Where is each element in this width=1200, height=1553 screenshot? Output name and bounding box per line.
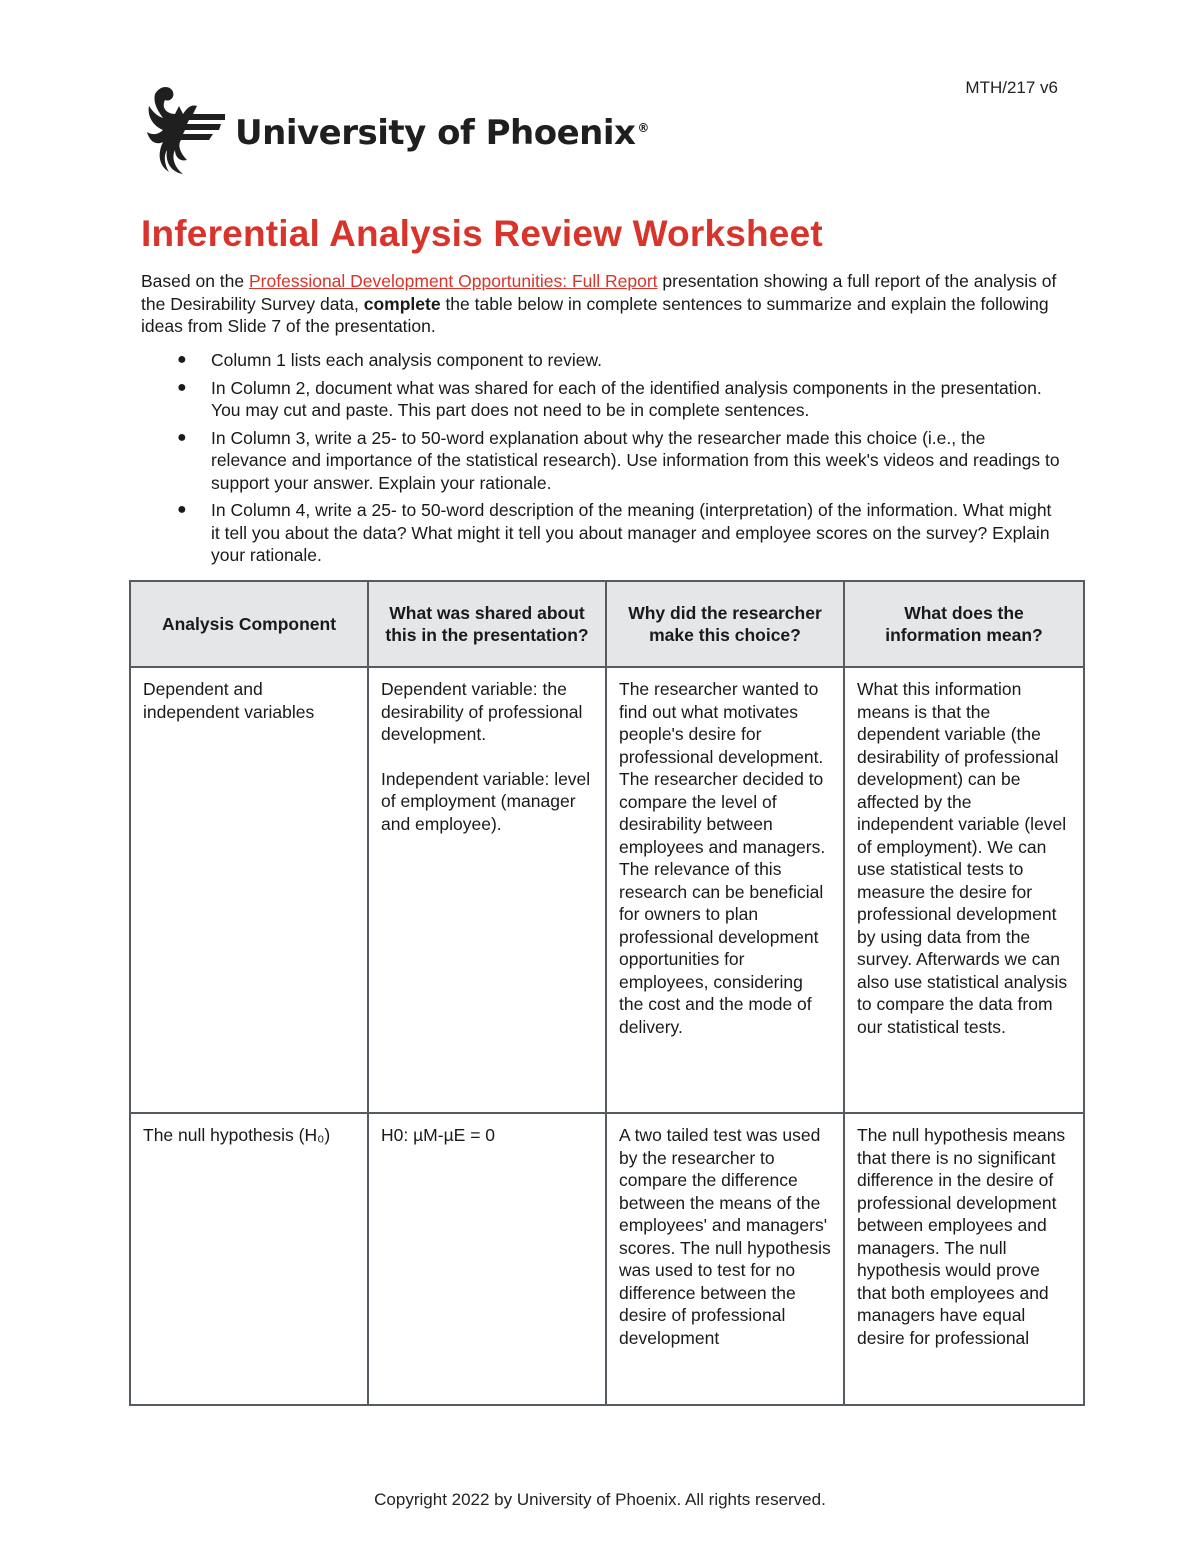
list-item: ● In Column 2, document what was shared for each of the identified analysis components in the presentation. You may cut and paste. This part does not need to be in complete sentences. [177,377,1042,420]
list-item: ● In Column 4, write a 25- to 50-word description of the meaning (interpretation) of the information. What might it tell you about the data? What might it tell you about manager and employee scores on the survey? Explain your rationale. [177,500,1052,565]
review-table [129,580,1085,1406]
header-what-it-means: What does the information mean? [844,581,1084,667]
phoenix-bird-icon [141,84,227,176]
header-why-choice: Why did the researcher make this choice? [606,581,844,667]
page-title: Inferential Analysis Review Worksheet [141,213,823,254]
intro-suffix: the table below in complete sentences to summarize and explain the following ideas from Slide 7 of the presentation. [141,293,1049,336]
list-item: ● In Column 3, write a 25- to 50-word explanation about why the researcher made this choice (i.e., the relevance and importance of the statistical research). Use information from this week's videos and readings to support your answer. Explain your rationale. [177,427,1060,493]
cell-why[interactable]: The researcher wanted to find out what motivates people's desire for professional development. The researcher decided to compare the level of desirability between employees and managers. The relevance of this research can be beneficial for owners to plan professional development opportunities for employees, considering the cost and the mode of delivery. [606,667,844,1113]
cell-meaning[interactable]: What this information means is that the dependent variable (the desirability of professional development) can be affected by the independent variable (level of employment). We can use statistical tests to measure the desire for professional development by using data from the survey. Afterwards we can also use statistical analysis to compare the data from our statistical tests. [844,667,1084,1113]
table-header-row [130,581,1084,667]
bullet-icon: ● [177,378,187,396]
full-report-link[interactable]: Professional Development Opportunities: Full Report [249,271,658,291]
logo-wordmark: University of Phoenix ® [235,113,649,153]
intro-prefix: Based on the [141,271,249,291]
table-row [130,667,1084,1113]
header-what-was-shared: What was shared about this in the presentation? [368,581,606,667]
bullet-icon: ● [177,501,187,518]
bullet-icon: ● [177,351,187,368]
cell-meaning[interactable]: The null hypothesis means that there is no significant difference in the desire of professional development between employees and managers. The null hypothesis would prove that both employees and managers have equal desire for professional [844,1113,1084,1405]
table-row [130,1113,1084,1405]
cell-shared[interactable]: H0: µM-µE = 0 [368,1113,606,1405]
cell-why[interactable]: A two tailed test was used by the researcher to compare the difference between the means of the employees' and managers' scores. The null hypothesis was used to test for no difference between the desire of professional development [606,1113,844,1405]
cell-component[interactable]: The null hypothesis (H₀) [130,1113,368,1405]
cell-component[interactable]: Dependent and independent variables [130,667,368,1113]
list-item: ● Column 1 lists each analysis component to review. [177,350,603,370]
intro-middle: presentation showing a full report of the analysis of the Desirability Survey data, [141,271,1057,314]
university-logo [141,84,649,176]
intro-paragraph [141,270,1061,338]
intro-bold-word: complete [363,293,441,314]
header-analysis-component: Analysis Component [130,581,368,667]
cell-shared[interactable]: Dependent variable: the desirability of professional development. Independent variable: level of employment (manager and employee). [368,667,606,1113]
course-code: MTH/217 v6 [965,78,1058,97]
bullet-icon: ● [177,428,187,446]
copyright-footer: Copyright 2022 by University of Phoenix. All rights reserved. [374,1490,826,1509]
instruction-list [141,349,1061,572]
